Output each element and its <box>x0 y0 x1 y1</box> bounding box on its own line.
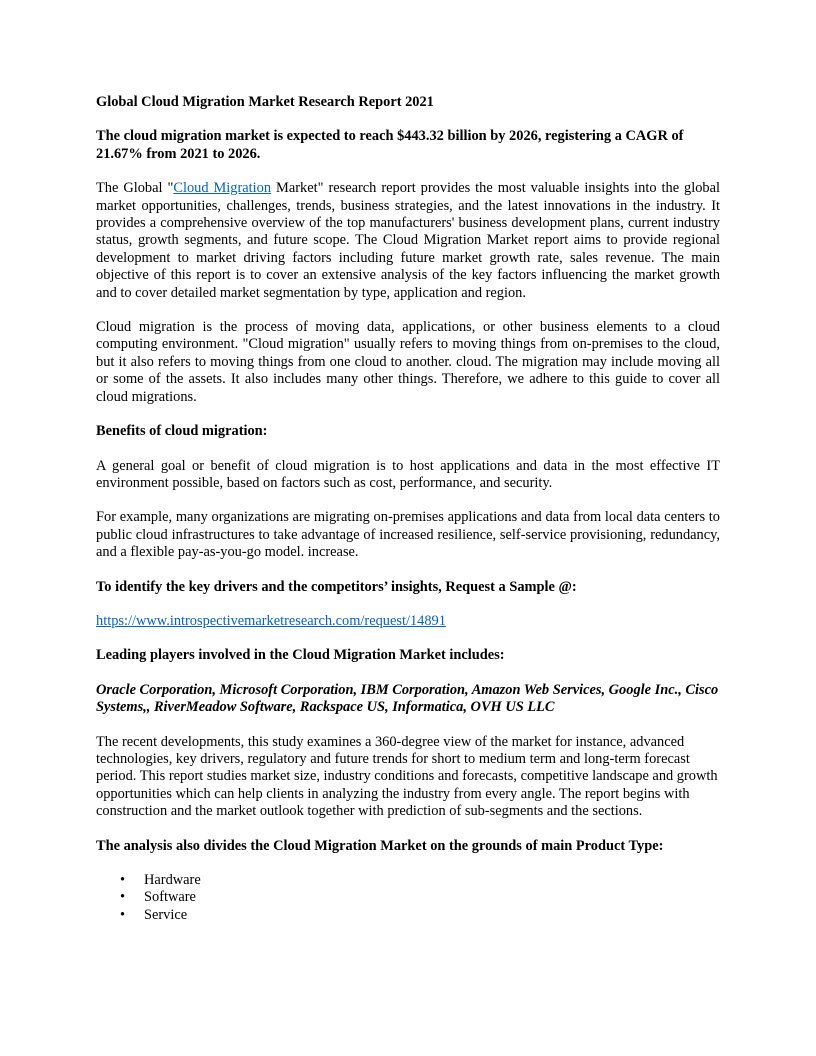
document-page <box>96 94 720 924</box>
market-headline: The cloud migration market is expected to reach $443.32 billion by 2026, registering a CAGR of 21.67% from 2021 to 2026. <box>96 128 684 162</box>
players-list: Oracle Corporation, Microsoft Corporation, IBM Corporation, Amazon Web Services, Google Inc., Cisco Systems,, RiverMeadow Software, Rackspace US, Informatica, OVH US LLC <box>96 681 719 716</box>
benefits-paragraph-1: A general goal or benefit of cloud migration is to host applications and data in the most effective IT environment possible, based on factors such as cost, performance, and security. <box>96 457 720 491</box>
report-title: Global Cloud Migration Market Research Report 2021 <box>96 94 434 110</box>
intro-paragraph <box>96 180 720 302</box>
product-type-heading: The analysis also divides the Cloud Migration Market on the grounds of main Product Type: <box>96 837 664 854</box>
bullet-icon: • <box>120 889 126 906</box>
bullet-icon: • <box>120 906 126 923</box>
benefits-heading: Benefits of cloud migration: <box>96 423 268 440</box>
list-item-label: Hardware <box>144 872 201 888</box>
intro-text-before-link: The Global " <box>96 180 174 197</box>
list-item <box>120 872 720 889</box>
product-type-list <box>96 872 720 924</box>
list-item <box>120 889 720 906</box>
definition-paragraph: Cloud migration is the process of moving data, applications, or other business elements to a cloud computing environment. "Cloud migration" usually refers to moving things from on-premises to the cloud, but it also refers to moving things from one cloud to another. cloud. The migration may include moving all or some of the assets. It also includes many other things. Therefore, we adhere to this guide to cover all cloud migrations. <box>96 319 720 405</box>
sample-request-link[interactable]: https://www.introspectivemarketresearch.com/request/14891 <box>96 612 446 629</box>
cloud-migration-link[interactable]: Cloud Migration <box>173 180 272 197</box>
benefits-paragraph-2: For example, many organizations are migrating on-premises applications and data from local data centers to public cloud infrastructures to take advantage of increased resilience, self-service provisioning, redundancy, and a flexible pay-as-you-go model. increase. <box>96 509 720 561</box>
players-heading: Leading players involved in the Cloud Migration Market includes: <box>96 647 505 664</box>
list-item <box>120 906 720 924</box>
developments-paragraph: The recent developments, this study examines a 360-degree view of the market for instance, advanced technologies, key drivers, regulatory and future trends for short to medium term and long-term forecast period. This report studies market size, industry conditions and forecasts, competitive landscape and growth opportunities which can help clients in analyzing the industry from every angle. The report begins with construction and the market outlook together with prediction of sub-segments and the sections. <box>96 733 718 820</box>
sample-request-heading: To identify the key drivers and the competitors’ insights, Request a Sample @: <box>96 578 577 595</box>
bullet-icon: • <box>120 872 126 888</box>
intro-text-after-link: Market" research report provides the most valuable insights into the global market opportunities, challenges, trends, business strategies, and the latest innovations in the industry. It provides a comprehensive overview of the top manufacturers' business development plans, current industry status, growth segments, and future scope. The Cloud Migration Market report aims to provide regional development to market driving factors including future market growth rate, sales revenue. The main objective of this report is to cover an extensive analysis of the key factors influencing the market growth and to cover detailed market segmentation by type, application and region. <box>96 180 721 301</box>
list-item-label: Software <box>144 889 196 906</box>
sample-link-paragraph <box>96 613 720 630</box>
list-item-label: Service <box>144 906 188 923</box>
